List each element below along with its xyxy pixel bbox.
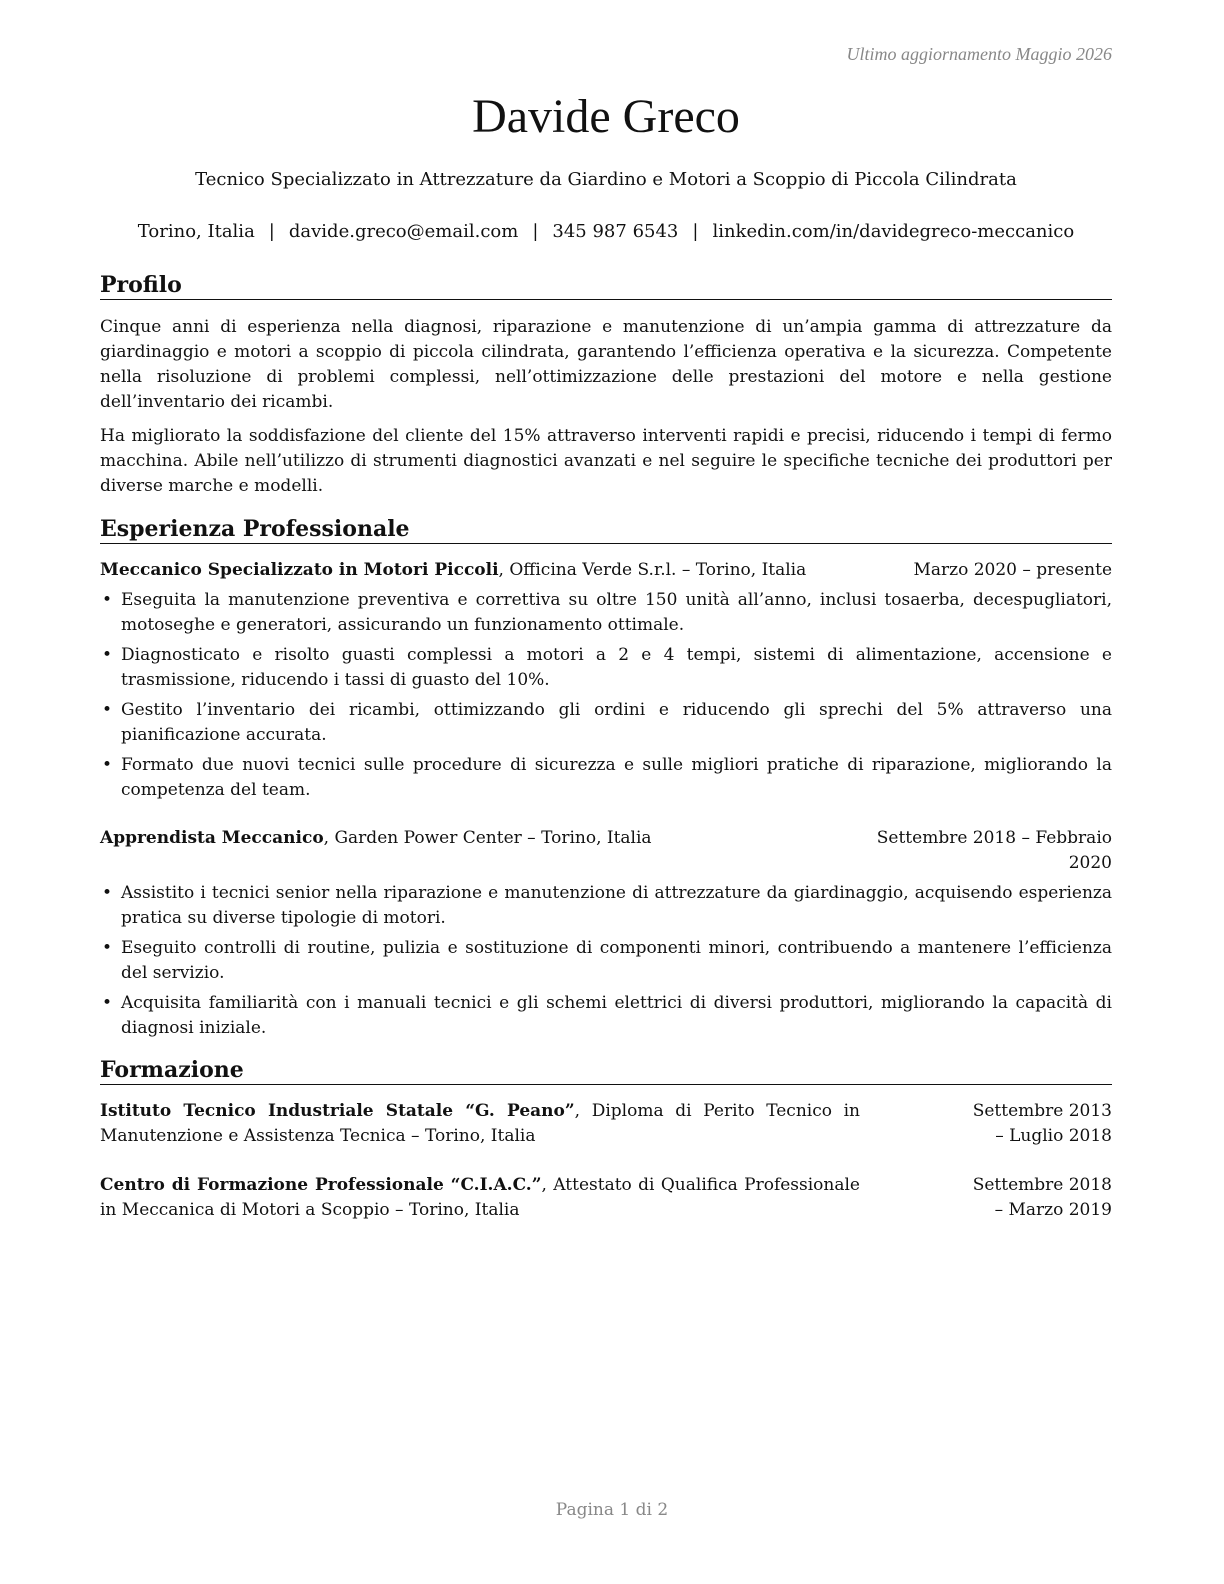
list-item: • Formato due nuovi tecnici sulle procedure di sicurezza e sulle migliori pratiche di riparazione, migliorando la competenza del team. bbox=[102, 755, 1112, 800]
profile-paragraph: Cinque anni di esperienza nella diagnosi, riparazione e manutenzione di un’ampia gamma di attrezzature da giardinaggio e motori a scoppio di piccola cilindrata, garantendo l’efficienza operativa e la sicurezza. Competente nella risoluzione di problemi complessi, nell’ottimizzazione delle prestazioni del motore e nella gestione dell’inventario dei ricambi. bbox=[100, 317, 1112, 412]
job-bullet-list bbox=[100, 881, 1112, 1046]
job-dates: Marzo 2020 – presente bbox=[913, 560, 1112, 580]
education-dates: Settembre 2018 – Marzo 2019 bbox=[972, 1175, 1112, 1220]
job-header bbox=[100, 558, 1112, 583]
list-item: • Assistito i tecnici senior nella riparazione e manutenzione di attrezzature da giardinaggio, acquisendo esperienza pratica su diverse tipologie di motori. bbox=[102, 883, 1112, 928]
contact-linkedin[interactable]: linkedin.com/in/davidegreco-meccanico bbox=[712, 221, 1075, 242]
school-name: Istituto Tecnico Industriale Statale “G. Peano” bbox=[100, 1101, 575, 1121]
list-item: • Eseguito controlli di routine, pulizia e sostituzione di componenti minori, contribuendo a mantenere l’efficienza del servizio. bbox=[102, 938, 1112, 983]
page-number: Pagina 1 di 2 bbox=[555, 1500, 669, 1520]
section-title-experience: Esperienza Professionale bbox=[100, 515, 1112, 544]
job-bullet-list bbox=[100, 588, 1112, 808]
contact-separator: | bbox=[268, 221, 275, 242]
contact-separator: | bbox=[692, 221, 699, 242]
education-item bbox=[100, 1099, 1112, 1149]
candidate-name: Davide Greco bbox=[472, 90, 740, 143]
school-name: Centro di Formazione Professionale “C.I.A.C.” bbox=[100, 1175, 542, 1195]
education-dates: Settembre 2013 – Luglio 2018 bbox=[972, 1101, 1112, 1146]
job-role: Meccanico Specializzato in Motori Piccoli bbox=[100, 560, 499, 580]
candidate-subtitle: Tecnico Specializzato in Attrezzature da Giardino e Motori a Scoppio di Piccola Cilindrata bbox=[195, 169, 1017, 190]
education-detail: , Diploma di Perito Tecnico in Manutenzione e Assistenza Tecnica – Torino, Italia bbox=[100, 1101, 860, 1146]
list-item: • Eseguita la manutenzione preventiva e correttiva su oltre 150 unità all’anno, inclusi tosaerba, decespugliatori, motoseghe e generatori, assicurando un funzionamento ottimale. bbox=[102, 590, 1112, 635]
contact-separator: | bbox=[532, 221, 539, 242]
contact-line bbox=[100, 220, 1112, 244]
education-item bbox=[100, 1173, 1112, 1223]
list-item: • Acquisita familiarità con i manuali tecnici e gli schemi elettrici di diversi produttori, migliorando la capacità di diagnosi iniziale. bbox=[102, 993, 1112, 1038]
contact-phone: 345 987 6543 bbox=[552, 221, 679, 242]
list-item: • Diagnosticato e risolto guasti complessi a motori a 2 e 4 tempi, sistemi di alimentazione, accensione e trasmissione, riducendo i tassi di guasto del 10%. bbox=[102, 645, 1112, 690]
contact-email[interactable]: davide.greco@email.com bbox=[288, 221, 519, 242]
last-updated-note: Ultimo aggiornamento Maggio 2026 bbox=[846, 44, 1112, 64]
contact-location: Torino, Italia bbox=[137, 221, 255, 242]
job-company: , Garden Power Center – Torino, Italia bbox=[323, 828, 652, 848]
education-detail: , Attestato di Qualifica Professionale in Meccanica di Motori a Scoppio – Torino, Italia bbox=[100, 1175, 860, 1220]
list-item: • Gestito l’inventario dei ricambi, ottimizzando gli ordini e riducendo gli sprechi del 5% attraverso una pianificazione accurata. bbox=[102, 700, 1112, 745]
section-title-profile: Profilo bbox=[100, 271, 1112, 300]
job-company: , Officina Verde S.r.l. – Torino, Italia bbox=[498, 560, 807, 580]
job-header bbox=[100, 826, 1112, 873]
job-dates: Settembre 2018 – Febbraio 2020 bbox=[876, 828, 1112, 873]
profile-paragraph: Ha migliorato la soddisfazione del cliente del 15% attraverso interventi rapidi e precisi, riducendo i tempi di fermo macchina. Abile nell’utilizzo di strumenti diagnostici avanzati e nel seguire le specifiche tecniche dei produttori per diverse marche e modelli. bbox=[100, 426, 1112, 496]
job-role: Apprendista Meccanico bbox=[100, 828, 324, 848]
section-title-education: Formazione bbox=[100, 1056, 1112, 1085]
